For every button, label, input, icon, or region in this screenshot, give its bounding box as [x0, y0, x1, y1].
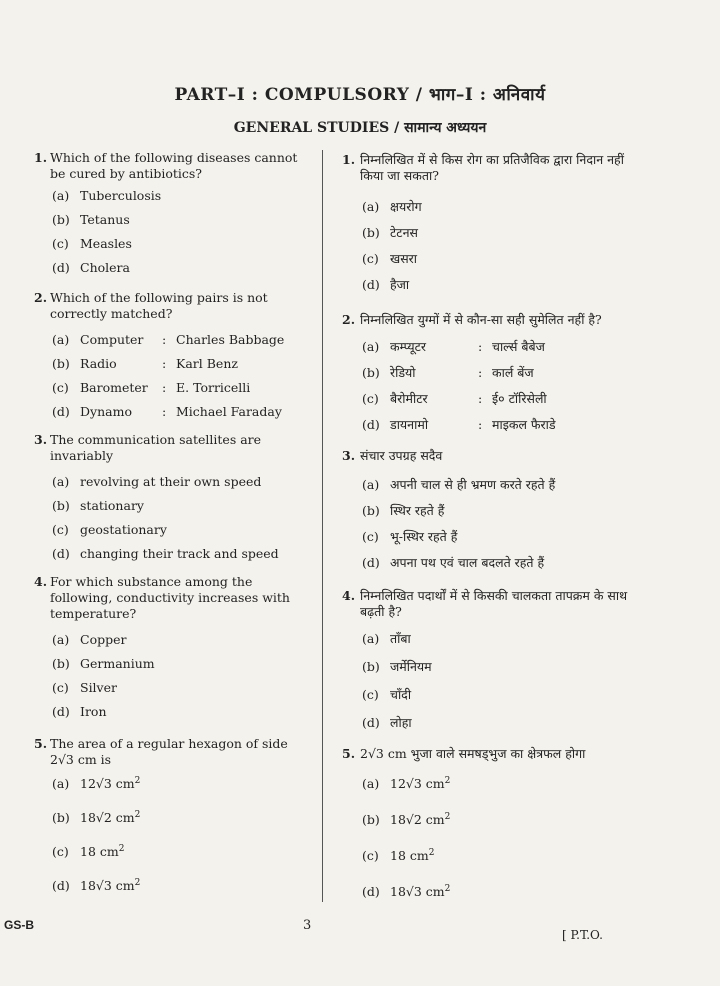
question-text: निम्नलिखित में से किस रोग का प्रतिजैविक द्वारा निदान नहीं किया जा सकता?: [360, 152, 624, 183]
part-title: PART–I : COMPULSORY / भाग–I : अनिवार्य: [174, 85, 546, 105]
option-d[interactable]: (d) Dynamo : Michael Faraday: [52, 404, 282, 419]
page-number: 3: [303, 918, 312, 933]
option-b[interactable]: (b) जर्मेनियम: [362, 659, 432, 674]
question-text: 2√3 cm भुजा वाले समषड्भुज का क्षेत्रफल होगा: [360, 746, 586, 761]
question-number: 3.: [34, 432, 48, 447]
question-text: The communication satellites are invariably: [50, 432, 262, 463]
question-number: 4.: [342, 588, 356, 603]
option-d[interactable]: (d) Cholera: [52, 260, 130, 275]
question-2-hi: [340, 312, 630, 432]
booklet-code: GS-B: [4, 918, 34, 932]
option-a[interactable]: (a) ताँबा: [362, 631, 411, 646]
option-c[interactable]: (c) Barometer : E. Torricelli: [52, 380, 251, 395]
option-b[interactable]: (b) स्थिर रहते हैं: [362, 503, 445, 518]
option-b[interactable]: (b) Radio : Karl Benz: [52, 356, 238, 371]
option-b[interactable]: (b) stationary: [52, 498, 144, 513]
option-a[interactable]: (a) Computer : Charles Babbage: [52, 332, 285, 347]
question-4-en: [30, 574, 314, 719]
option-c[interactable]: (c) बैरोमीटर : ई० टॉरिसेली: [362, 391, 547, 406]
pto-label: [ P.T.O.: [562, 928, 603, 942]
question-number: 5.: [342, 746, 356, 761]
question-2-en: [30, 290, 314, 419]
option-a[interactable]: (a) 12√3 $cm^2$: [362, 776, 451, 792]
option-a[interactable]: (a) revolving at their own speed: [52, 474, 262, 489]
option-c[interactable]: (c) geostationary: [52, 522, 167, 537]
section-title: GENERAL STUDIES / सामान्य अध्ययन: [233, 120, 487, 136]
question-4-hi: [340, 588, 630, 730]
question-3-en: [30, 432, 314, 561]
option-d[interactable]: (d) हैजा: [362, 277, 410, 292]
option-a[interactable]: (a) Copper: [52, 632, 127, 647]
question-text: Which of the following pairs is not correctly matched?: [50, 290, 268, 321]
question-number: 1.: [342, 152, 356, 167]
option-b[interactable]: (b) Tetanus: [52, 212, 130, 227]
option-c[interactable]: (c) 18 $cm^2$: [52, 844, 125, 860]
question-text: Which of the following diseases cannot be cured by antibiotics?: [50, 150, 298, 181]
option-a[interactable]: (a) क्षयरोग: [362, 199, 422, 214]
option-b[interactable]: (b) Germanium: [52, 656, 155, 671]
question-text: निम्नलिखित पदार्थों में से किसकी चालकता तापक्रम के साथ बढ़ती है?: [360, 588, 628, 619]
option-b[interactable]: (b) 18√2 $cm^2$: [362, 812, 451, 828]
question-number: 5.: [34, 736, 48, 751]
option-b[interactable]: (b) रेडियो : कार्ल बेंज: [362, 365, 534, 380]
option-d[interactable]: (d) डायनामो : माइकल फैराडे: [362, 417, 556, 432]
option-d[interactable]: (d) अपना पथ एवं चाल बदलते रहते हैं: [362, 555, 545, 570]
option-a[interactable]: (a) Tuberculosis: [52, 188, 162, 203]
question-3-hi: [340, 448, 630, 570]
question-1-hi: [340, 152, 630, 292]
option-c[interactable]: (c) Measles: [52, 236, 132, 251]
question-text: For which substance among the following, conductivity increases with temperature?: [50, 574, 290, 621]
option-b[interactable]: (b) 18√2 $cm^2$: [52, 810, 141, 826]
option-c[interactable]: (c) 18 $cm^2$: [362, 848, 435, 864]
option-d[interactable]: (d) लोहा: [362, 715, 412, 730]
option-c[interactable]: (c) चाँदी: [362, 687, 412, 702]
option-d[interactable]: (d) 18√3 $cm^2$: [52, 878, 141, 894]
question-number: 2.: [342, 312, 356, 327]
option-a[interactable]: (a) 12√3 $cm^2$: [52, 776, 141, 792]
option-d[interactable]: (d) Iron: [52, 704, 107, 719]
question-number: 4.: [34, 574, 48, 589]
column-divider: [322, 150, 323, 902]
question-1-en: [30, 150, 314, 275]
question-text: The area of a regular hexagon of side 2√3 cm is: [50, 736, 288, 767]
option-a[interactable]: (a) कम्प्यूटर : चार्ल्स बैबेज: [362, 339, 545, 354]
option-c[interactable]: (c) Silver: [52, 680, 117, 695]
option-d[interactable]: (d) 18√3 $cm^2$: [362, 884, 451, 900]
question-text: निम्नलिखित युग्मों में से कौन-सा सही सुमेलित नहीं है?: [360, 312, 602, 327]
question-number: 3.: [342, 448, 356, 463]
question-5-en: [30, 736, 314, 894]
option-d[interactable]: (d) changing their track and speed: [52, 546, 279, 561]
option-a[interactable]: (a) अपनी चाल से ही भ्रमण करते रहते हैं: [362, 477, 556, 492]
option-b[interactable]: (b) टेटनस: [362, 225, 418, 240]
question-number: 2.: [34, 290, 48, 305]
question-text: संचार उपग्रह सदैव: [360, 448, 443, 463]
question-5-hi: [340, 746, 630, 900]
option-c[interactable]: (c) खसरा: [362, 251, 418, 266]
option-c[interactable]: (c) भू-स्थिर रहते हैं: [362, 529, 458, 544]
question-number: 1.: [34, 150, 48, 165]
